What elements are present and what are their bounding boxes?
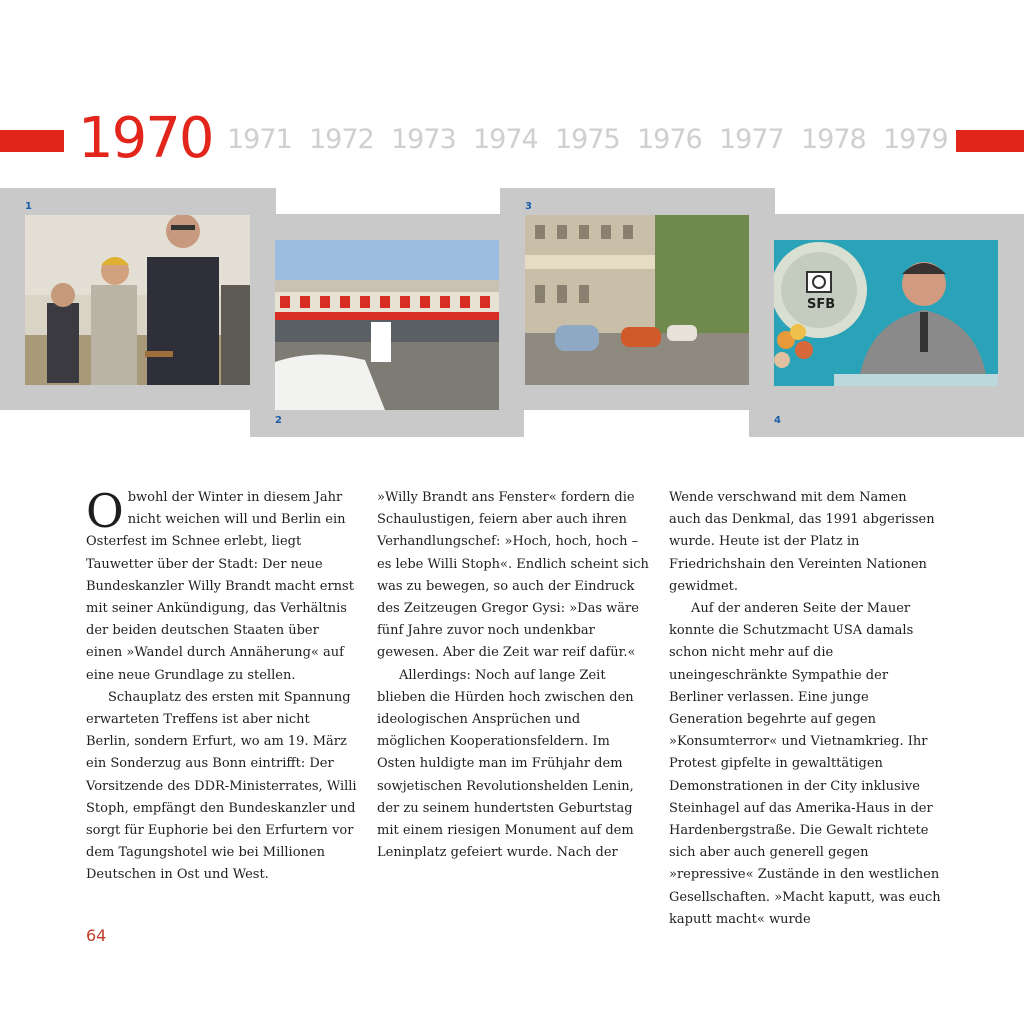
drop-cap: O xyxy=(86,484,124,538)
year-item: 1974 xyxy=(473,124,538,155)
paragraph: »Willy Brandt ans Fenster« fordern die Schaulustigen, feiern aber auch ihren Verhandlungschef: »Hoch, hoch, hoch – es lebe Willi Stoph«. Endlich scheint sich was zu bewegen, so auch der Eindruck des Zeitzeugen Gregor Gysi: »Das wäre fünf Jahre zuvor noch undenkbar gewesen. Aber die Zeit war reif dafür.« xyxy=(377,490,649,661)
photo-number: 2 xyxy=(275,415,282,426)
photo-street xyxy=(525,215,749,385)
photo-checkpoint xyxy=(275,240,499,410)
year-list xyxy=(227,120,965,160)
article-column-1 xyxy=(86,484,358,887)
header-bar-left xyxy=(0,130,64,152)
year-item: 1978 xyxy=(801,124,866,155)
year-item: 1973 xyxy=(391,124,456,155)
paragraph: bwohl der Winter in diesem Jahr nicht weichen will und Berlin ein Osterfest im Schnee erlebt, liegt Tauwetter über der Stadt: Der neue Bundeskanzler Willy Brandt macht ernst mit seiner Ankündigung, das Verhältnis der beiden deutschen Staaten über einen »Wandel durch Annäherung« auf eine neue Grundlage zu stellen. xyxy=(86,490,354,683)
year-item: 1971 xyxy=(227,124,292,155)
article-column-3 xyxy=(669,487,941,931)
year-item: 1979 xyxy=(883,124,948,155)
year-item: 1977 xyxy=(719,124,784,155)
svg-text:SFB: SFB xyxy=(807,297,836,312)
photo-number: 1 xyxy=(25,201,32,212)
photo-number: 3 xyxy=(525,201,532,212)
photo-number: 4 xyxy=(774,415,781,426)
year-item: 1976 xyxy=(637,124,702,155)
article-column-2 xyxy=(377,487,649,864)
paragraph: Schauplatz des ersten mit Spannung erwarteten Treffens ist aber nicht Berlin, sondern Erfurt, wo am 19. März ein Sonderzug aus Bonn eintrifft: Der Vorsitzende des DDR-Ministerrates, Willi Stoph, empfängt den Bundeskanzler und sorgt für Euphorie bei den Erfurtern vor dem Tagungshotel wie bei Millionen Deutschen in Ost und West. xyxy=(86,689,357,883)
page-number: 64 xyxy=(86,926,107,945)
year-item: 1972 xyxy=(309,124,374,155)
current-year: 1970 xyxy=(78,106,213,171)
paragraph: Auf der anderen Seite der Mauer konnte die Schutzmacht USA damals schon nicht mehr auf die uneingeschränkte Sympathie der Berliner verlassen. Eine junge Generation begehrte auf gegen »Konsumterror« und Vietnamkrieg. Ihr Protest gipfelte in gewalttätigen Demonstrationen in der City inklusive Steinhagel auf das Amerika-Haus in der Hardenbergstraße. Die Gewalt richtete sich aber auch generell gegen »repressive« Zustände in den westlichen Gesellschaften. »Macht kaputt, was euch kaputt macht« wurde xyxy=(669,601,941,927)
paragraph: Allerdings: Noch auf lange Zeit blieben die Hürden hoch zwischen den ideologischen Ansprüchen und möglichen Kooperationsfeldern. Im Osten huldigte man im Frühjahr dem sowjetischen Revolutionshelden Lenin, der zu seinem hundertsten Geburtstag mit einem riesigen Monument auf dem Leninplatz gefeiert wurde. Nach der xyxy=(377,667,634,861)
photo-brandt xyxy=(25,215,250,385)
header-bar-right xyxy=(956,130,1024,152)
photo-sfb xyxy=(774,240,998,386)
paragraph: Wende verschwand mit dem Namen auch das Denkmal, das 1991 abgerissen wurde. Heute ist der Platz in Friedrichshain den Vereinten Nationen gewidmet. xyxy=(669,490,935,594)
year-item: 1975 xyxy=(555,124,620,155)
